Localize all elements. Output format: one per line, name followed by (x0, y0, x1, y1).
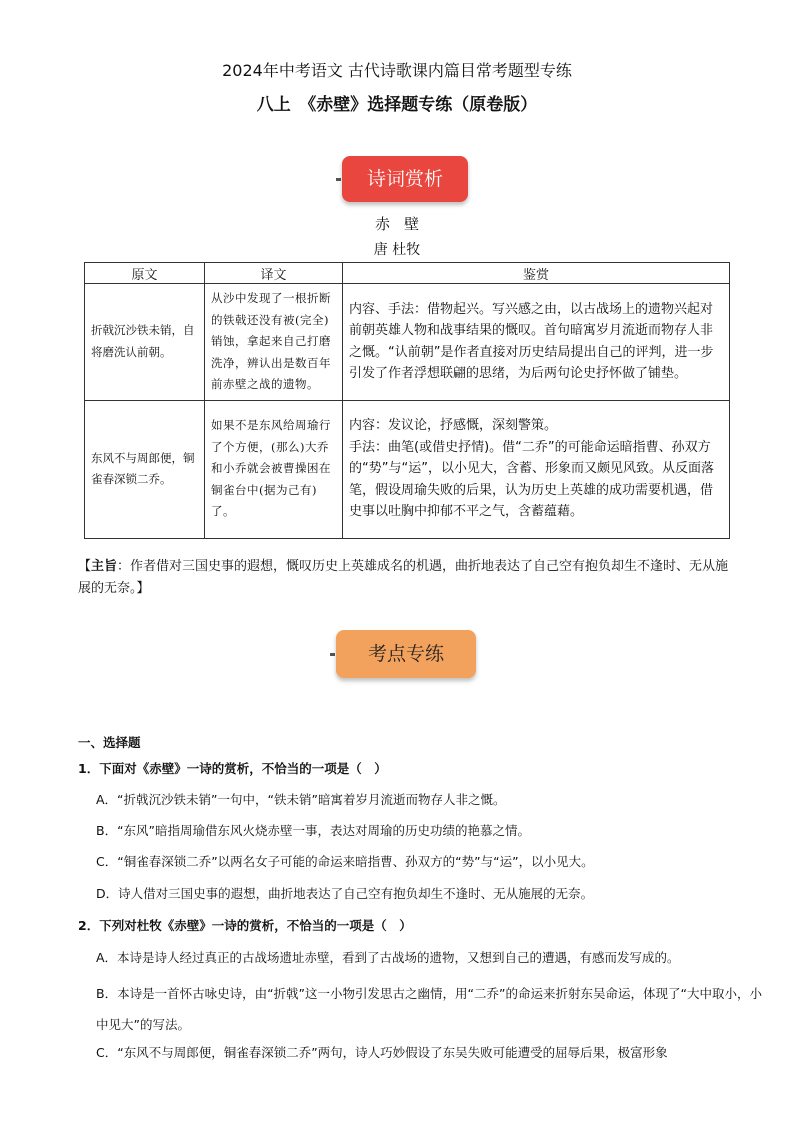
question-2-option-c: C．“东风不与周郎便，铜雀春深锁二乔”两句，诗人巧妙假设了东吴失败可能遭受的屈辱后果，极富形象 (96, 1045, 668, 1060)
header-appreciation: 鉴赏 (343, 263, 730, 284)
question-2-option-b: B．本诗是一首怀古咏史诗，由“折戟”这一小物引发思古之幽情，用“二乔”的命运来折射东吴命运，体现了“大中取小，小中见大”的写法。 (96, 986, 762, 1032)
question-1-option-b: B．“东风”暗指周瑜借东风火烧赤壁一事，表达对周瑜的历史功绩的艳慕之情。 (96, 823, 531, 838)
cell-translation: 从沙中发现了一根折断的铁戟还没有被(完全)销蚀，拿起来自己打磨洗净，辨认出是数百年前赤壁之战的遗物。 (205, 284, 343, 401)
cell-appreciation (343, 400, 730, 538)
badge-dot (336, 178, 341, 181)
theme-label: 主旨 (91, 559, 118, 574)
header-translation: 译文 (205, 263, 343, 284)
cell-translation: 如果不是东风给周瑜行了个方便，(那么)大乔和小乔就会被曹操困在铜雀台中(据为己有)了。 (205, 400, 343, 538)
appreciation-technique: 手法：曲笔(或借史抒情)。借“二乔”的可能命运暗指曹、孙双方的“势”与“运”，以小见大，含蓄、形象而又颇见风致。从反面落笔，假设周瑜失败的后果，认为历史上英雄的成功需要机遇，借史事以吐胸中抑郁不平之气，含蓄蕴藉。 (349, 439, 714, 520)
table-row (85, 400, 730, 538)
document-title: 2024年中考语文 古代诗歌课内篇目常考题型专练 (222, 61, 572, 80)
document-subtitle: 八上 《赤壁》选择题专练（原卷版） (256, 95, 538, 115)
badge-poem-appreciation: 诗词赏析 (342, 156, 468, 202)
cell-original: 折戟沉沙铁未销，自将磨洗认前朝。 (85, 284, 205, 401)
question-1-option-a: A．“折戟沉沙铁未销”一句中，“铁未销”暗寓着岁月流逝而物存人非之慨。 (96, 792, 506, 807)
section-title: 一、选择题 (78, 735, 141, 750)
header-original: 原文 (85, 263, 205, 284)
poem-author: 唐 杜牧 (373, 242, 421, 258)
question-1-option-d: D．诗人借对三国史事的遐想，曲折地表达了自己空有抱负却生不逢时、无从施展的无奈。 (96, 886, 594, 901)
question-2-option-a: A．本诗是诗人经过真正的古战场遗址赤壁，看到了古战场的遗物，又想到自己的遭遇，有感而发写成的。 (96, 950, 680, 965)
badge-practice: 考点专练 (336, 630, 476, 678)
question-1-stem: 1．下面对《赤壁》一诗的赏析，不恰当的一项是（ ） (78, 761, 387, 776)
poem-analysis-table (84, 262, 730, 539)
appreciation-content: 内容：发议论，抒感慨，深刻警策。 (349, 418, 558, 434)
badge-dot (330, 653, 335, 656)
theme-text: 作者借对三国史事的遐想，慨叹历史上英雄成名的机遇，曲折地表达了自己空有抱负却生不逢时、无从施展的无奈。 (78, 559, 729, 596)
question-2-stem: 2．下列对杜牧《赤壁》一诗的赏析，不恰当的一项是（ ） (78, 918, 412, 933)
table-header-row (85, 263, 730, 284)
cell-original: 东风不与周郎便，铜雀春深锁二乔。 (85, 400, 205, 538)
table-row (85, 284, 730, 401)
poem-title: 赤壁 (374, 215, 433, 233)
theme-note: 【主旨：作者借对三国史事的遐想，慨叹历史上英雄成名的机遇，曲折地表达了自己空有抱负却生不逢时、无从施展的无奈。】 (78, 559, 729, 596)
question-1-option-c: C．“铜雀春深锁二乔”以两名女子可能的命运来暗指曹、孙双方的“势”与“运”，以小见大。 (96, 854, 594, 869)
cell-appreciation: 内容、手法：借物起兴。写兴感之由，以古战场上的遗物兴起对前朝英雄人物和战事结果的慨叹。首句暗寓岁月流逝而物存人非之慨。“认前朝”是作者直接对历史结局提出自己的评判，进一步引发了作者浮想联翩的思绪，为后两句论史抒怀做了铺垫。 (343, 284, 730, 401)
